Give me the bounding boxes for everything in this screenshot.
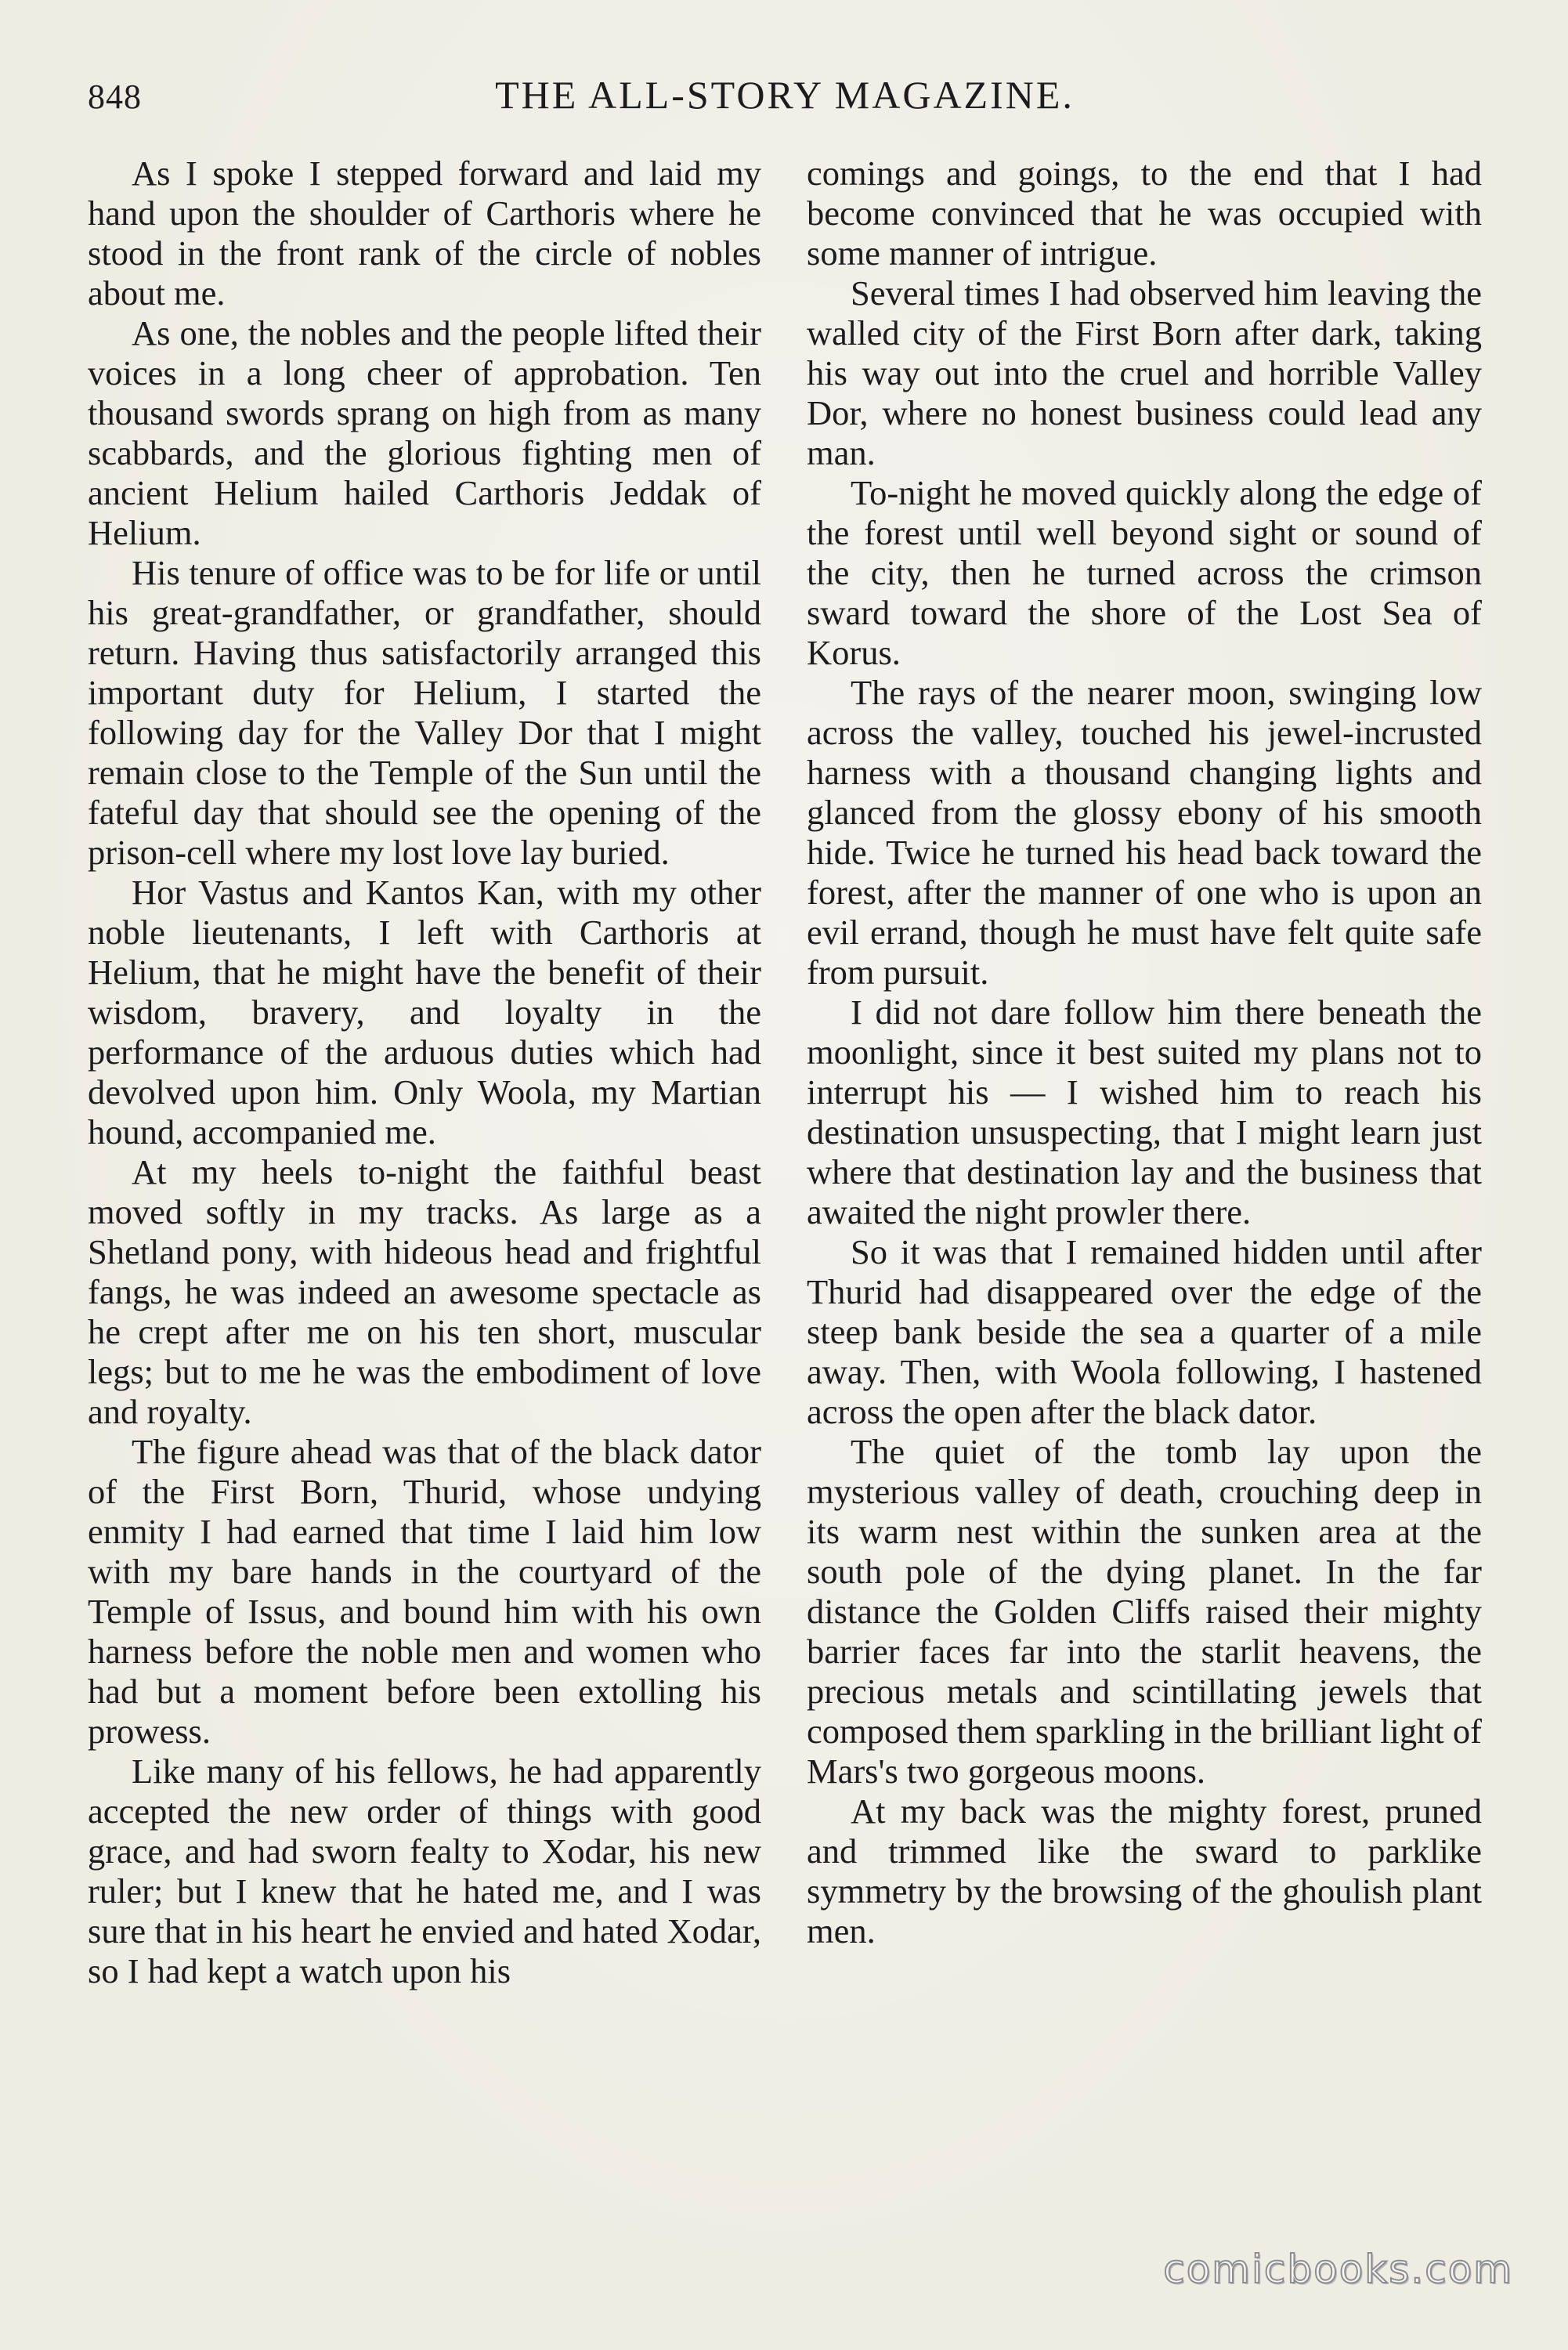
- paragraph: Several times I had observed him leaving the walled city of the First Born after dark, taking his way out into the cruel and horrible Valley Dor, where no honest business could lead any man.: [807, 273, 1482, 472]
- paragraph: His tenure of office was to be for life or until his great-grandfather, or grandfather, should return. Having thus satisfactorily arranged this important duty for Helium, I started the following day for the Valley Dor that I might remain close to the Temple of the Sun until the fateful day that should see the opening of the prison-cell where my lost love lay buried.: [88, 553, 761, 872]
- paragraph: As I spoke I stepped forward and laid my hand upon the shoulder of Carthoris where he stood in the front rank of the circle of nobles about me.: [88, 154, 761, 313]
- running-title: THE ALL-STORY MAGAZINE.: [495, 73, 1075, 117]
- paragraph: Like many of his fellows, he had apparently accepted the new order of things with good grace, and had sworn fealty to Xodar, his new ruler; but I knew that he hated me, and I was sure that in his heart he envied and hated Xodar, so I had kept a watch upon his: [88, 1752, 761, 1990]
- watermark-logo: comicbooks.com: [1163, 2247, 1513, 2292]
- paragraph: At my heels to-night the faithful beast moved softly in my tracks. As large as a Shetland pony, with hideous head and frightful fangs, he was indeed an awesome spectacle as he crept after me on his ten short, muscular legs; but to me he was the embodiment of love and royalty.: [88, 1152, 761, 1431]
- paragraph-continued: comings and goings, to the end that I had become convinced that he was occupied with some manner of intrigue.: [807, 154, 1482, 273]
- paragraph: At my back was the mighty forest, pruned and trimmed like the sward to parklike symmetry by the browsing of the ghoulish plant men.: [807, 1791, 1482, 1950]
- right-column: [807, 154, 1482, 1951]
- left-column: [88, 154, 761, 1991]
- paragraph: I did not dare follow him there beneath the moonlight, since it best suited my plans not to interrupt his — I wished him to reach his destination unsuspecting, that I might learn just where that destination lay and the business that awaited the night prowler there.: [807, 992, 1482, 1231]
- paragraph: As one, the nobles and the people lifted their voices in a long cheer of approbation. Ten thousand swords sprang on high from as many scabbards, and the glorious fighting men of ancient Helium hailed Carthoris Jeddak of Helium.: [88, 313, 761, 552]
- paragraph: So it was that I remained hidden until after Thurid had disappeared over the edge of the steep bank beside the sea a quarter of a mile away. Then, with Woola following, I hastened across the open after the black dator.: [807, 1232, 1482, 1431]
- paragraph: The rays of the nearer moon, swinging low across the valley, touched his jewel-incrusted harness with a thousand changing lights and glanced from the glossy ebony of his smooth hide. Twice he turned his head back toward the forest, after the manner of one who is upon an evil errand, though he must have felt quite safe from pursuit.: [807, 673, 1482, 992]
- paragraph: To-night he moved quickly along the edge of the forest until well beyond sight or sound of the city, then he turned across the crimson sward toward the shore of the Lost Sea of Korus.: [807, 473, 1482, 672]
- page-number: 848: [88, 78, 142, 116]
- paragraph: Hor Vastus and Kantos Kan, with my other noble lieutenants, I left with Carthoris at Helium, that he might have the benefit of their wisdom, bravery, and loyalty in the performance of the arduous duties which had devolved upon him. Only Woola, my Martian hound, accompanied me.: [88, 873, 761, 1152]
- paragraph: The figure ahead was that of the black dator of the First Born, Thurid, whose undying enmity I had earned that time I laid him low with my bare hands in the courtyard of the Temple of Issus, and bound him with his own harness before the noble men and women who had but a moment before been extolling his prowess.: [88, 1432, 761, 1751]
- paragraph: The quiet of the tomb lay upon the mysterious valley of death, crouching deep in its warm nest within the sunken area at the south pole of the dying planet. In the far distance the Golden Cliffs raised their mighty barrier faces far into the starlit heavens, the precious metals and scintillating jewels that composed them sparkling in the brilliant light of Mars's two gorgeous moons.: [807, 1432, 1482, 1791]
- page-header: [88, 72, 1482, 127]
